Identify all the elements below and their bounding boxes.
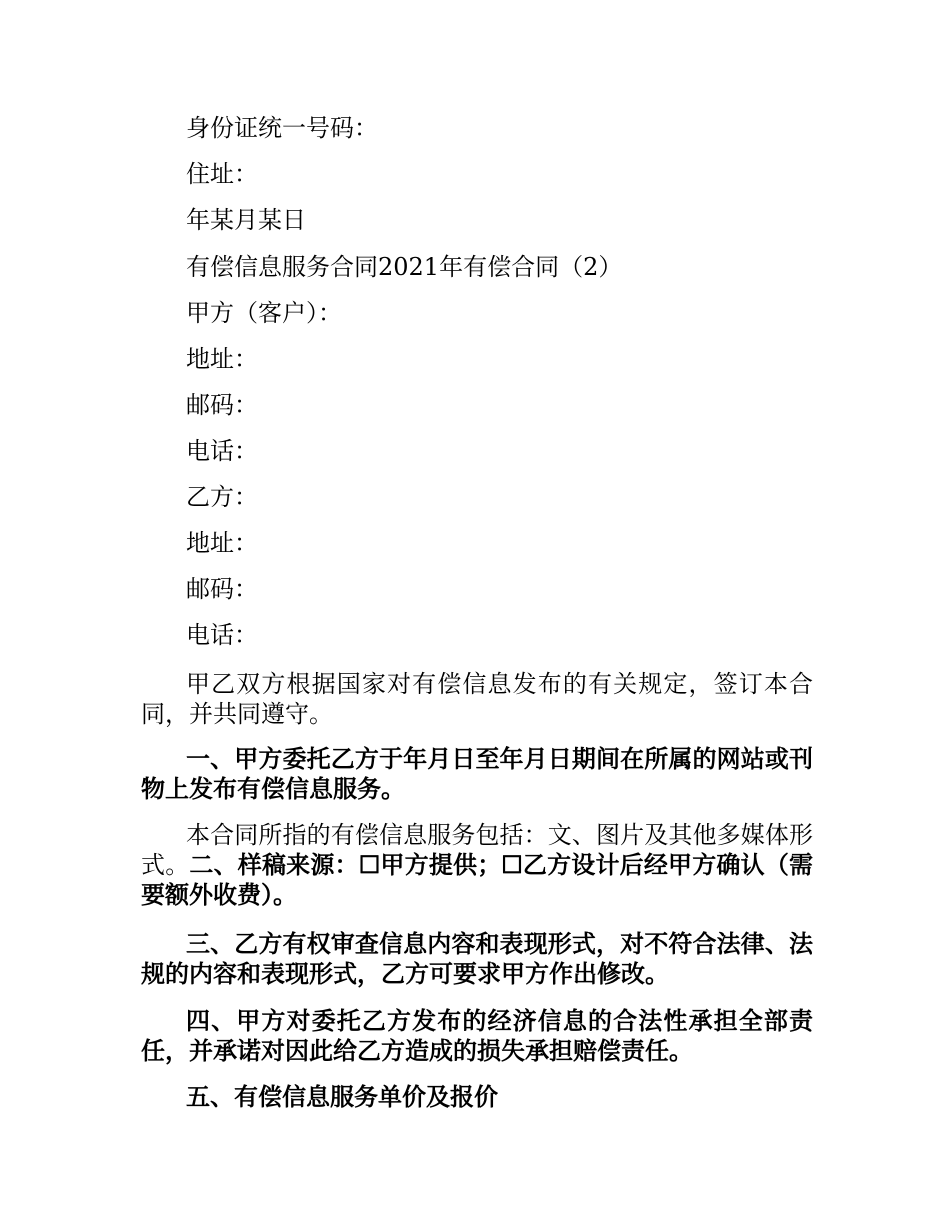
party-b-label: 乙方： — [186, 483, 258, 511]
clause-4: 四、甲方对委托乙方发布的经济信息的合法性承担全部责任，并承诺对因此给乙方造成的损失承担赔偿责任。 — [141, 1006, 813, 1065]
intro-paragraph: 甲乙双方根据国家对有偿信息发布的有关规定，签订本合同，并共同遵守。 — [141, 670, 813, 728]
party-b-address: 地址： — [186, 529, 258, 557]
id-number-line: 身份证统一号码： — [186, 114, 378, 142]
party-a-label: 甲方（客户）： — [186, 299, 342, 327]
scope-and-clause-2-paragraph — [141, 820, 813, 910]
party-a-phone: 电话： — [186, 437, 258, 465]
party-b-phone: 电话： — [186, 621, 258, 649]
contract-title: 有偿信息服务合同2021年有偿合同（2） — [186, 253, 623, 281]
scope-text: 本合同所指的有偿信息服务包括：文、图片及其他多媒体形式。 — [141, 821, 813, 879]
clause-1: 一、甲方委托乙方于年月日至年月日期间在所属的网站或刊物上发布有偿信息服务。 — [141, 744, 813, 803]
clause-3: 三、乙方有权审查信息内容和表现形式，对不符合法律、法规的内容和表现形式，乙方可要求甲方作出修改。 — [141, 929, 813, 988]
clause-5: 五、有偿信息服务单价及报价 — [186, 1082, 498, 1111]
address-line: 住址： — [186, 160, 258, 188]
clause-2: 二、样稿来源：☐甲方提供；☐乙方设计后经甲方确认（需要额外收费）。 — [141, 850, 814, 909]
date-line: 年某月某日 — [186, 206, 306, 234]
party-b-postcode: 邮码： — [186, 575, 258, 603]
party-a-address: 地址： — [186, 345, 258, 373]
party-a-postcode: 邮码： — [186, 391, 258, 419]
